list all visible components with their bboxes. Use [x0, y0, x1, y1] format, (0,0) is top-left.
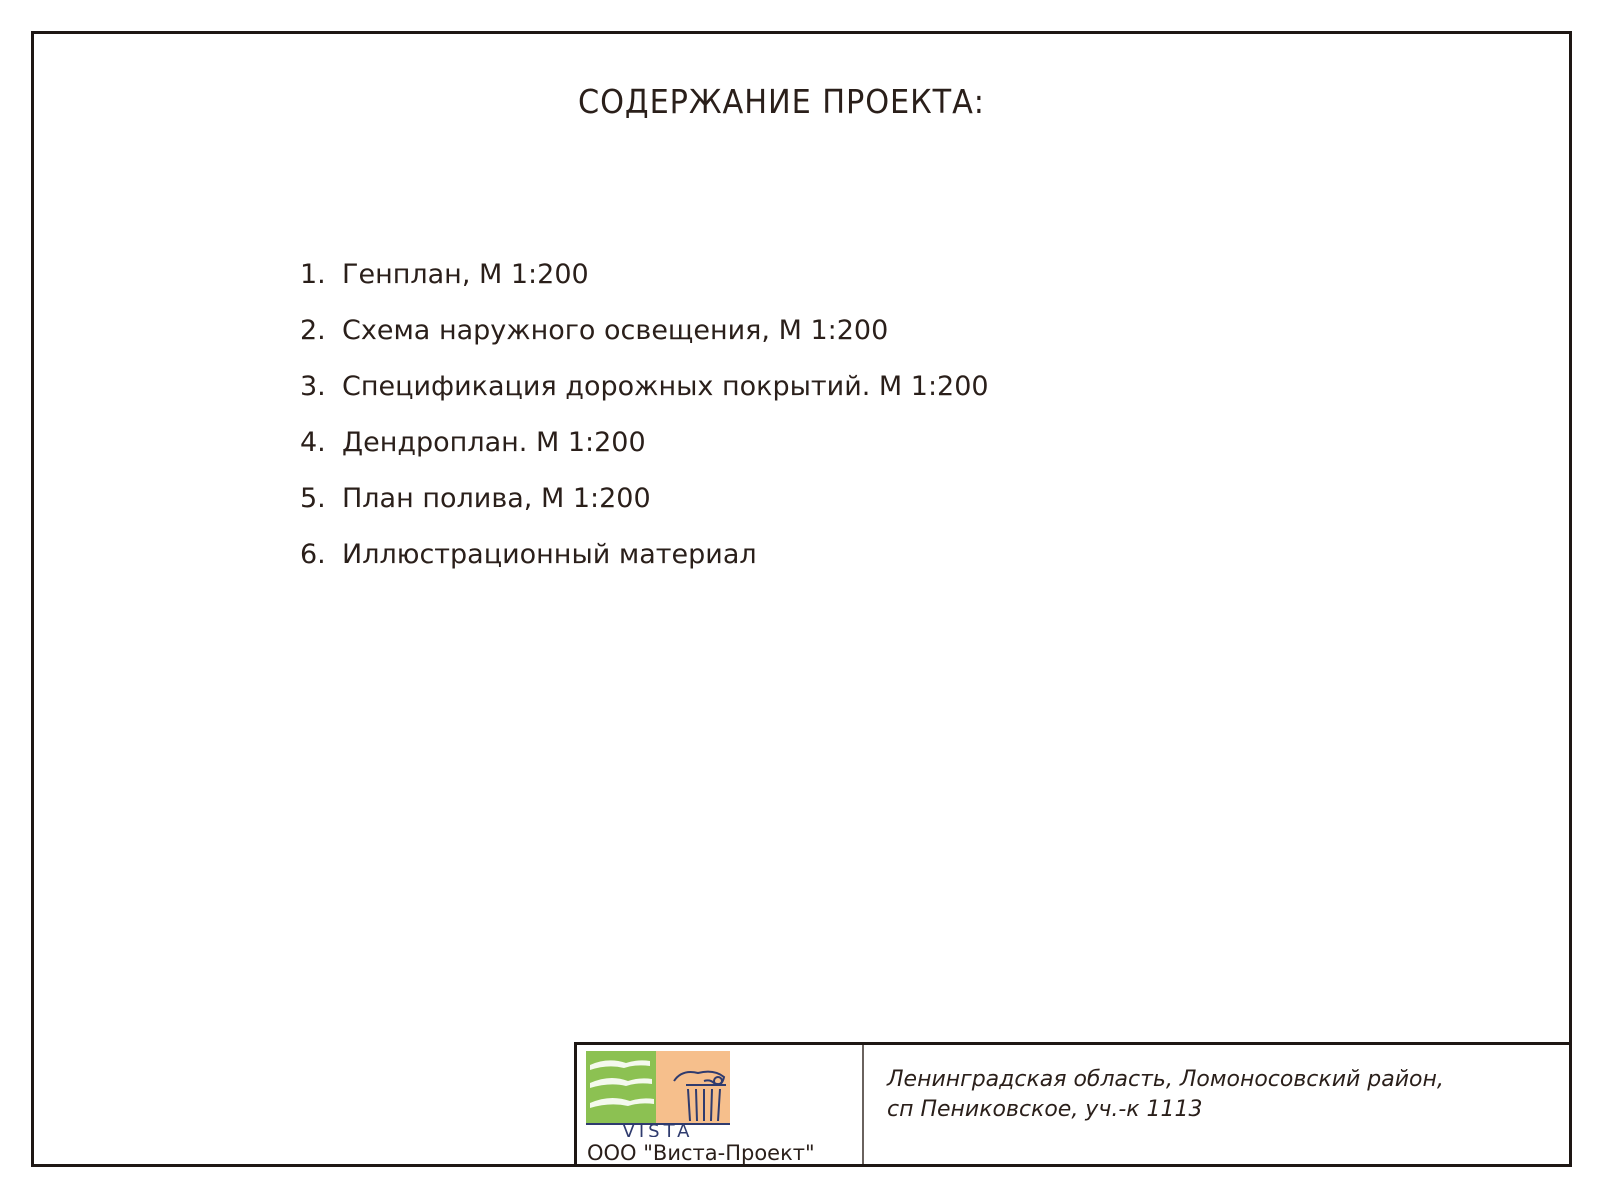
list-item [300, 414, 989, 470]
list-item-text: Иллюстрационный материал [342, 538, 757, 570]
list-item-number: 3. [300, 370, 326, 402]
list-item-text: Спецификация дорожных покрытий. М 1:200 [342, 370, 989, 402]
list-item-number: 6. [300, 538, 326, 570]
title-block-divider [862, 1045, 864, 1164]
project-address [887, 1065, 1444, 1125]
vista-logo [586, 1051, 730, 1137]
sheet-frame [31, 31, 1572, 1167]
title-block [574, 1042, 1572, 1167]
list-item-text: Генплан, М 1:200 [342, 258, 589, 290]
list-item [300, 526, 989, 582]
list-item [300, 358, 989, 414]
page-title: СОДЕРЖАНИЕ ПРОЕКТА: [578, 82, 985, 121]
address-line-2: сп Пениковское, уч.-к 1113 [887, 1097, 1203, 1122]
list-item [300, 302, 989, 358]
list-item-number: 4. [300, 426, 326, 458]
list-item-number: 2. [300, 314, 326, 346]
logo-text: VISTA [622, 1121, 694, 1137]
list-item [300, 246, 989, 302]
list-item [300, 470, 989, 526]
list-item-text: План полива, М 1:200 [342, 482, 651, 514]
contents-list [300, 246, 989, 582]
list-item-text: Схема наружного освещения, М 1:200 [342, 314, 889, 346]
list-item-number: 5. [300, 482, 326, 514]
address-line-1: Ленинградская область, Ломоносовский район, [887, 1067, 1444, 1092]
list-item-number: 1. [300, 258, 326, 290]
list-item-text: Дендроплан. М 1:200 [342, 426, 646, 458]
company-name: ООО "Виста-Проект" [587, 1141, 815, 1165]
